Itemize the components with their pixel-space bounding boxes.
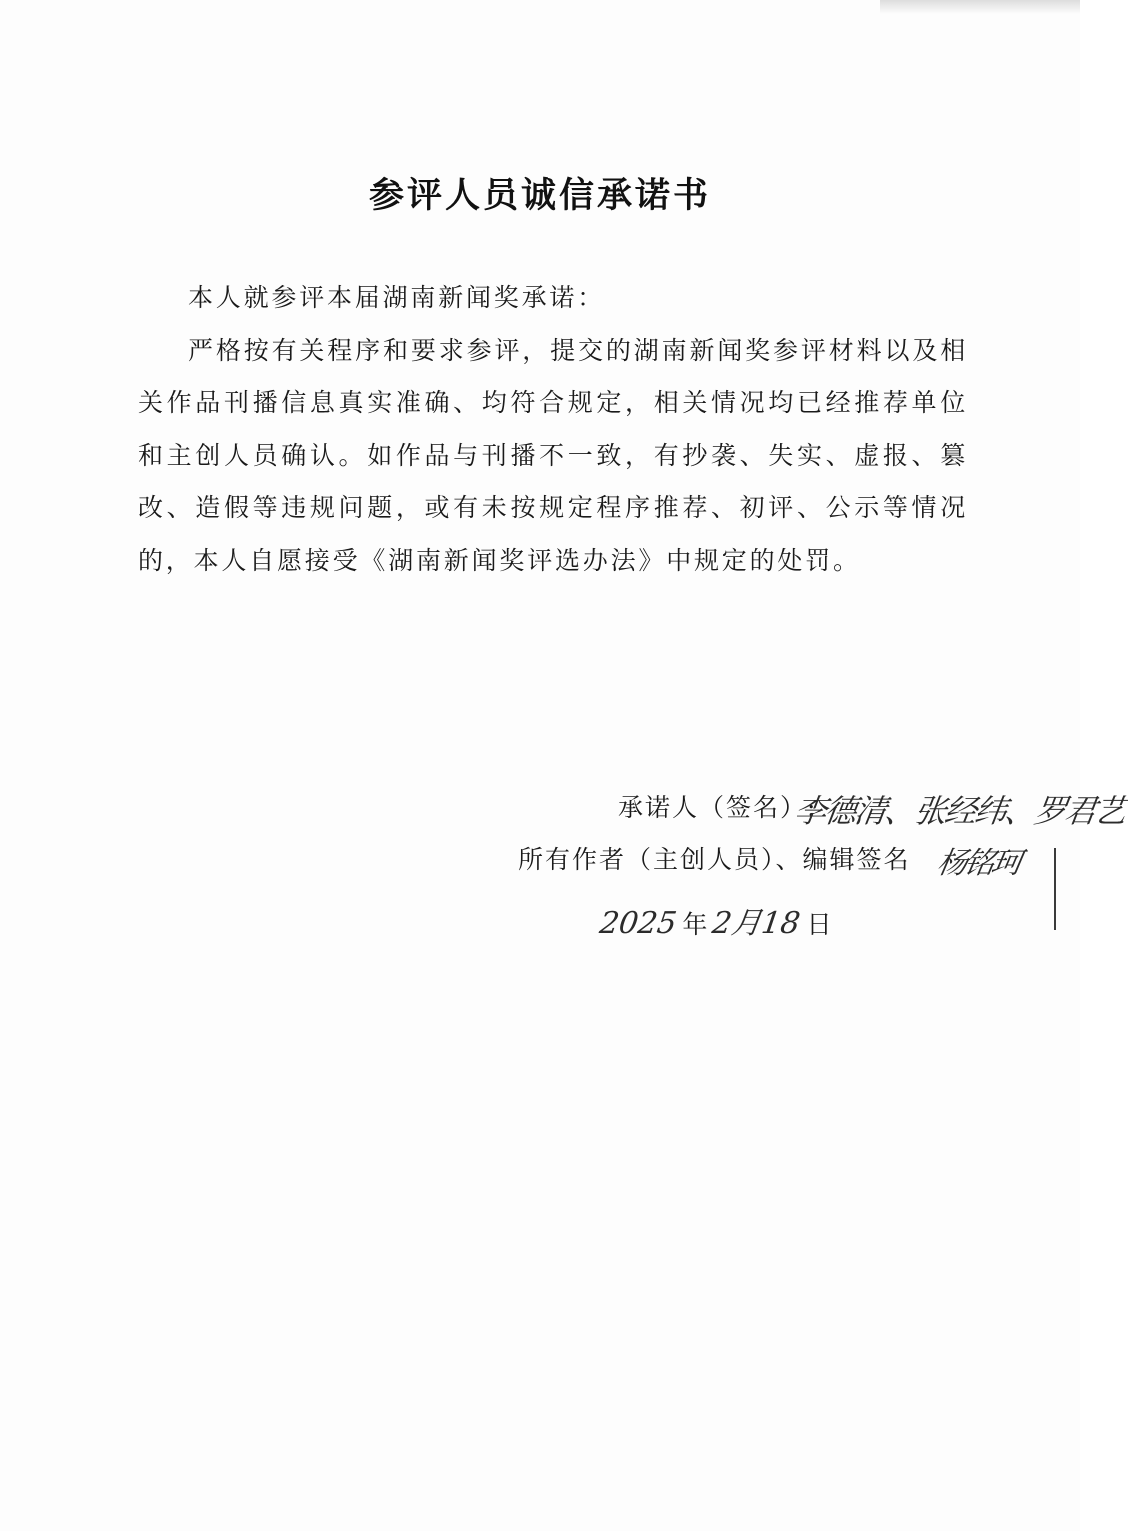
- authors-handwritten-signature: 杨铭珂: [934, 846, 1022, 881]
- authors-signature-label: 所有作者（主创人员）、编辑签名: [518, 845, 911, 874]
- promisor-signature-label: 承诺人（签名）:: [618, 793, 818, 822]
- date-year-unit: 年: [682, 910, 708, 939]
- date-year-handwritten: 2025: [597, 906, 679, 941]
- handwritten-stroke: [1054, 848, 1056, 930]
- signing-date: [597, 898, 838, 942]
- document-body: [138, 272, 968, 587]
- intro-paragraph: 本人就参评本届湖南新闻奖承诺：: [188, 283, 606, 312]
- date-day-unit: 日: [806, 910, 832, 939]
- document-title: 参评人员诚信承诺书: [368, 176, 711, 216]
- promisor-handwritten-signature: 李德清、张经纬、罗君艺: [792, 792, 1128, 830]
- scan-edge-shadow: [880, 0, 1080, 14]
- commitment-paragraph: 严格按有关程序和要求参评，提交的湖南新闻奖参评材料以及相关作品刊播信息真实准确、均符合规定，相关情况均已经推荐单位和主创人员确认。如作品与刊播不一致，有抄袭、失实、虚报、篡改、造假等违规问题，或有未按规定程序推荐、初评、公示等情况的，本人自愿接受《湖南新闻奖评选办法》中规定的处罚。: [138, 335, 968, 575]
- date-month-day-handwritten: 2月18: [710, 906, 803, 941]
